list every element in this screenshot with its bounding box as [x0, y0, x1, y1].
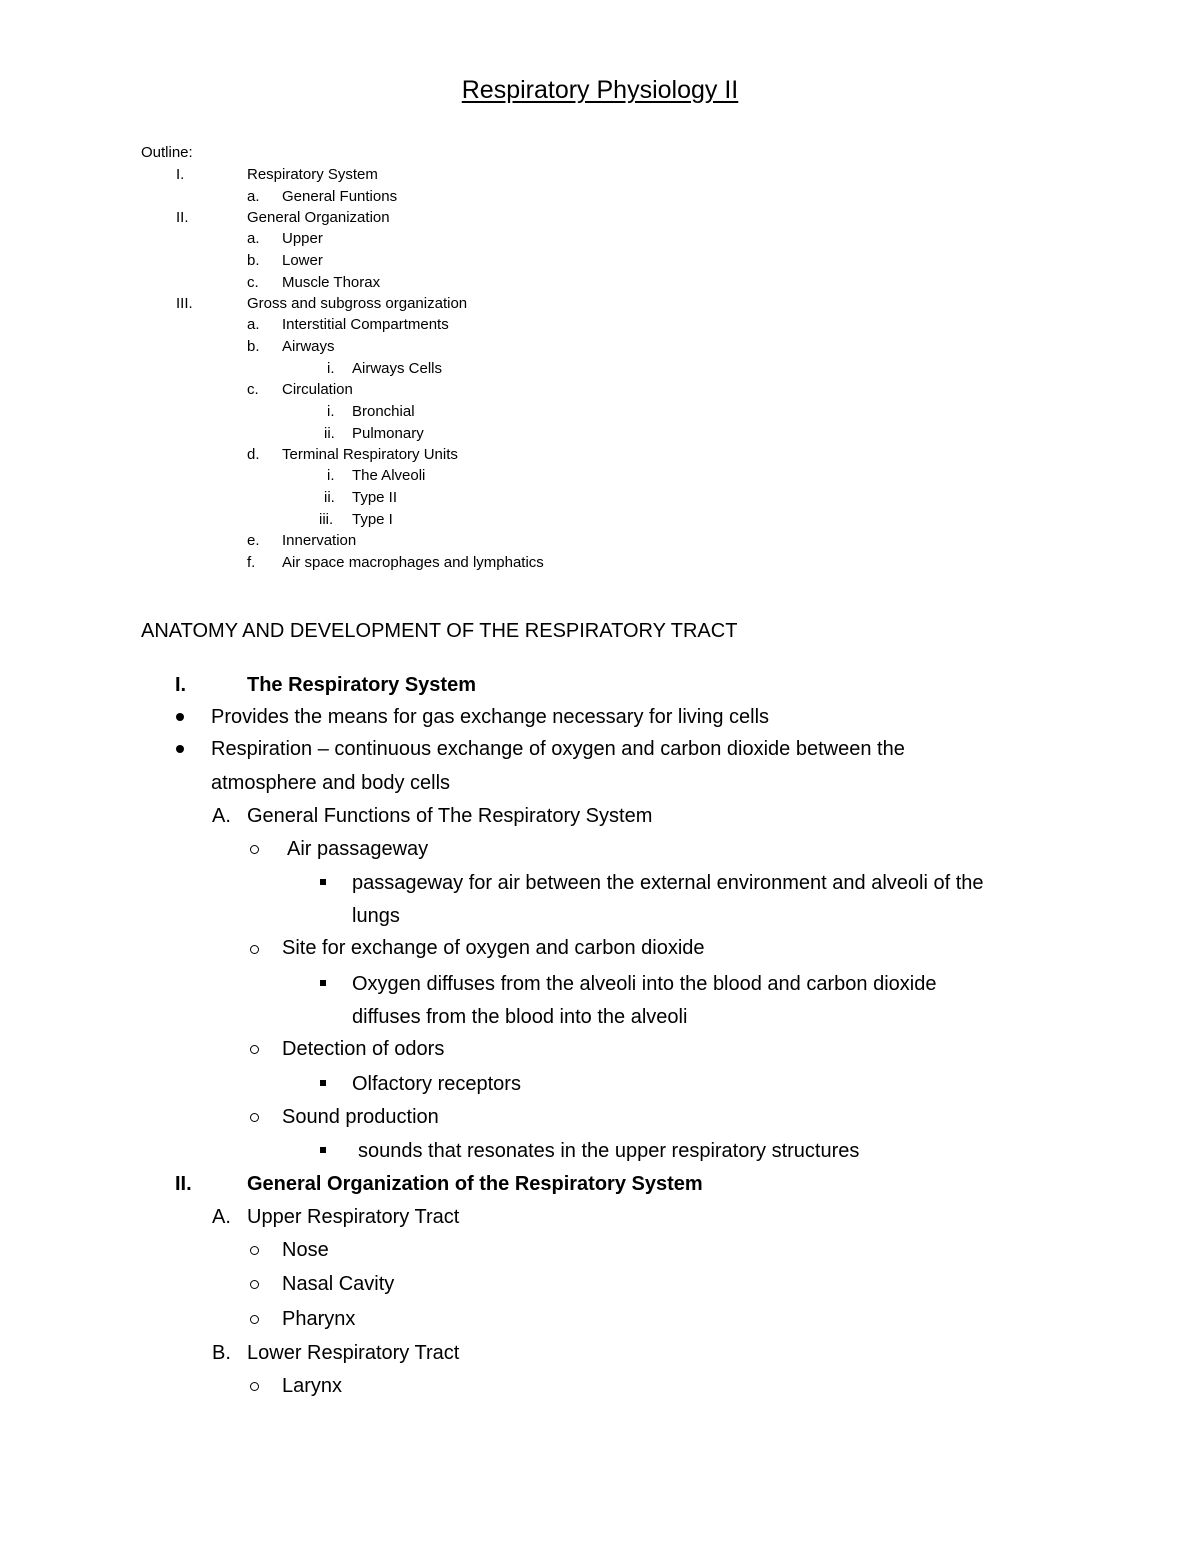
list-item: Site for exchange of oxygen and carbon dioxide: [282, 937, 705, 959]
outline-marker: i.: [327, 360, 335, 377]
outline-item: Respiratory System: [247, 166, 378, 183]
section-title: General Organization of the Respiratory System: [247, 1173, 703, 1195]
outline-item: Circulation: [282, 381, 353, 398]
circle-bullet-icon: [250, 1246, 259, 1255]
outline-item: General Funtions: [282, 188, 398, 205]
outline-item: Air space macrophages and lymphatics: [282, 554, 544, 571]
outline-label: Outline:: [141, 144, 193, 161]
subsection-marker: A.: [212, 805, 231, 827]
bullet-icon: [176, 713, 184, 721]
subsection-marker: B.: [212, 1342, 231, 1364]
outline-item: Pulmonary: [352, 425, 424, 442]
outline-item: Airways: [282, 338, 335, 355]
outline-item: Airways Cells: [352, 360, 443, 377]
outline-marker: III.: [176, 295, 193, 312]
bullet-text: Respiration – continuous exchange of oxygen and carbon dioxide between the: [211, 738, 905, 760]
section-title: The Respiratory System: [247, 674, 476, 696]
list-item: Pharynx: [282, 1308, 356, 1330]
outline-marker: i.: [327, 467, 335, 484]
outline-marker: b.: [247, 338, 260, 355]
section-heading: ANATOMY AND DEVELOPMENT OF THE RESPIRATORY TRACT: [141, 620, 738, 642]
sub-list-item-continued: diffuses from the blood into the alveoli: [352, 1006, 688, 1028]
section-marker: II.: [175, 1173, 192, 1195]
outline-item: Type I: [352, 511, 393, 528]
square-bullet-icon: [320, 1147, 326, 1153]
circle-bullet-icon: [250, 1045, 259, 1054]
sub-list-item-continued: lungs: [352, 905, 400, 927]
circle-bullet-icon: [250, 1315, 259, 1324]
outline-item: Bronchial: [352, 403, 415, 420]
outline-item: Gross and subgross organization: [247, 295, 468, 312]
circle-bullet-icon: [250, 1280, 259, 1289]
bullet-icon: [176, 745, 184, 753]
sub-list-item: sounds that resonates in the upper respiratory structures: [358, 1140, 860, 1162]
outline-marker: d.: [247, 446, 260, 463]
outline-marker: II.: [176, 209, 189, 226]
outline-marker: ii.: [324, 489, 335, 506]
square-bullet-icon: [320, 1080, 326, 1086]
page-title: Respiratory Physiology II: [461, 76, 739, 104]
outline-item: Terminal Respiratory Units: [282, 446, 458, 463]
bullet-text: Provides the means for gas exchange necessary for living cells: [211, 706, 770, 728]
subsection-title: Lower Respiratory Tract: [247, 1342, 460, 1364]
section-marker: I.: [175, 674, 187, 696]
bullet-text-continued: atmosphere and body cells: [211, 772, 451, 794]
circle-bullet-icon: [250, 1382, 259, 1391]
outline-marker: c.: [247, 274, 259, 291]
sub-list-item: Oxygen diffuses from the alveoli into the blood and carbon dioxide: [352, 973, 937, 995]
outline-item: Upper: [282, 230, 323, 247]
square-bullet-icon: [320, 980, 326, 986]
outline-marker: c.: [247, 381, 259, 398]
outline-marker: I.: [176, 166, 185, 183]
outline-marker: a.: [247, 188, 260, 205]
list-item: Larynx: [282, 1375, 343, 1397]
outline-marker: i.: [327, 403, 335, 420]
outline-item: Type II: [352, 489, 398, 506]
list-item: Nasal Cavity: [282, 1273, 395, 1295]
list-item: Nose: [282, 1239, 329, 1261]
outline-item: Lower: [282, 252, 323, 269]
list-item: Detection of odors: [282, 1038, 445, 1060]
outline-item: The Alveoli: [352, 467, 426, 484]
outline-marker: a.: [247, 316, 260, 333]
list-item: Sound production: [282, 1106, 439, 1128]
outline-marker: f.: [247, 554, 256, 571]
square-bullet-icon: [320, 879, 326, 885]
outline-marker: iii.: [319, 511, 334, 528]
subsection-marker: A.: [212, 1206, 231, 1228]
outline-marker: ii.: [324, 425, 335, 442]
subsection-title: General Functions of The Respiratory System: [247, 805, 653, 827]
circle-bullet-icon: [250, 945, 259, 954]
circle-bullet-icon: [250, 1113, 259, 1122]
circle-bullet-icon: [250, 845, 259, 854]
outline-marker: b.: [247, 252, 260, 269]
outline-item: Interstitial Compartments: [282, 316, 449, 333]
subsection-title: Upper Respiratory Tract: [247, 1206, 460, 1228]
sub-list-item: passageway for air between the external environment and alveoli of the: [352, 872, 984, 894]
outline-item: Muscle Thorax: [282, 274, 381, 291]
outline-item: Innervation: [282, 532, 357, 549]
outline-item: General Organization: [247, 209, 390, 226]
outline-marker: a.: [247, 230, 260, 247]
list-item: Air passageway: [287, 838, 429, 860]
outline-marker: e.: [247, 532, 260, 549]
sub-list-item: Olfactory receptors: [352, 1073, 521, 1095]
